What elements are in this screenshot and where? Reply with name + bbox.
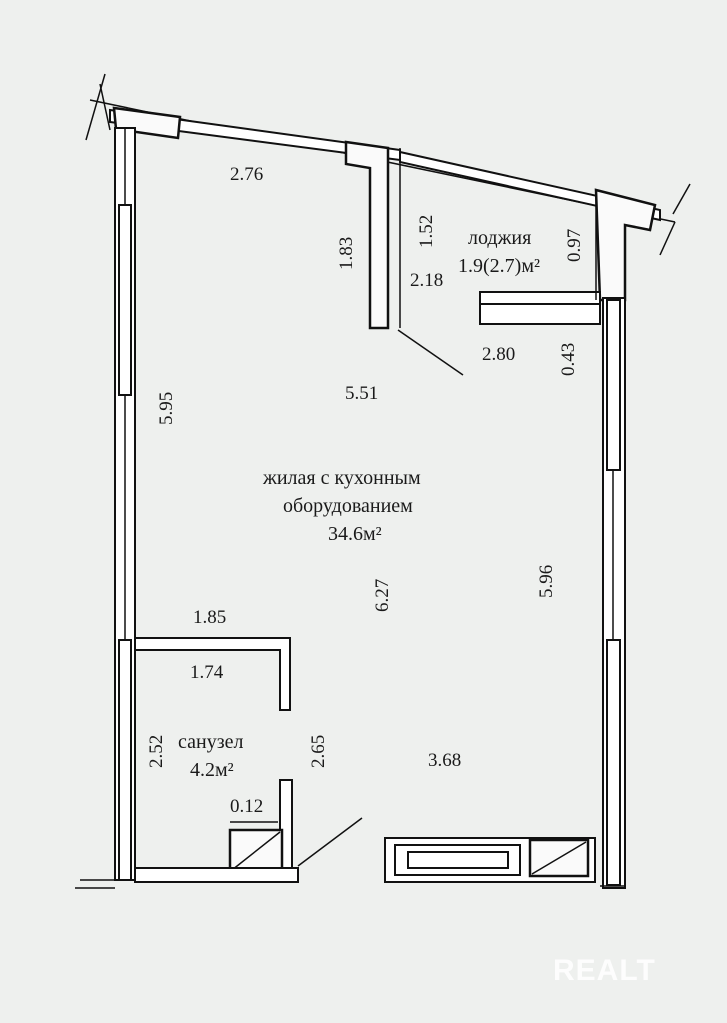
dim-bath-top-outer: 1.85 <box>193 607 227 628</box>
realt-logo <box>553 954 656 987</box>
dim-niche-inner: 2.18 <box>410 270 444 291</box>
dim-niche-outer: 1.52 <box>416 214 437 248</box>
dim-bottom-width: 3.68 <box>428 750 462 771</box>
living-name-line1: жилая с кухонным <box>263 467 421 489</box>
right-wall <box>603 298 625 888</box>
dim-left-wall: 5.95 <box>156 391 177 425</box>
dim-right-wall: 5.96 <box>536 564 557 598</box>
bathroom-name: санузел <box>178 731 244 753</box>
watermark-text: REALT <box>553 954 656 987</box>
dim-bath-left: 2.52 <box>146 734 167 768</box>
bottom-wall <box>75 818 625 888</box>
loggia-name: лоджия <box>468 227 532 249</box>
left-wall <box>115 128 135 880</box>
dim-loggia-side: 0.97 <box>564 228 585 262</box>
dim-loggia-offset: 0.43 <box>558 342 579 376</box>
niche-column <box>346 142 463 375</box>
dim-bath-top-inner: 1.74 <box>190 662 224 683</box>
dim-living-width: 5.51 <box>345 383 379 404</box>
living-name-line2: оборудованием <box>283 495 413 517</box>
bathroom-area: 4.2м² <box>190 759 234 781</box>
dim-loggia-width: 2.80 <box>482 344 516 365</box>
dim-niche-depth: 1.83 <box>336 236 357 270</box>
loggia-area: 1.9(2.7)м² <box>458 255 540 277</box>
dim-top-wall: 2.76 <box>230 164 264 185</box>
living-area: 34.6м² <box>328 523 382 545</box>
dim-bath-right: 2.65 <box>308 734 329 768</box>
dim-living-center: 6.27 <box>372 578 393 612</box>
dim-bath-gap: 0.12 <box>230 796 264 817</box>
